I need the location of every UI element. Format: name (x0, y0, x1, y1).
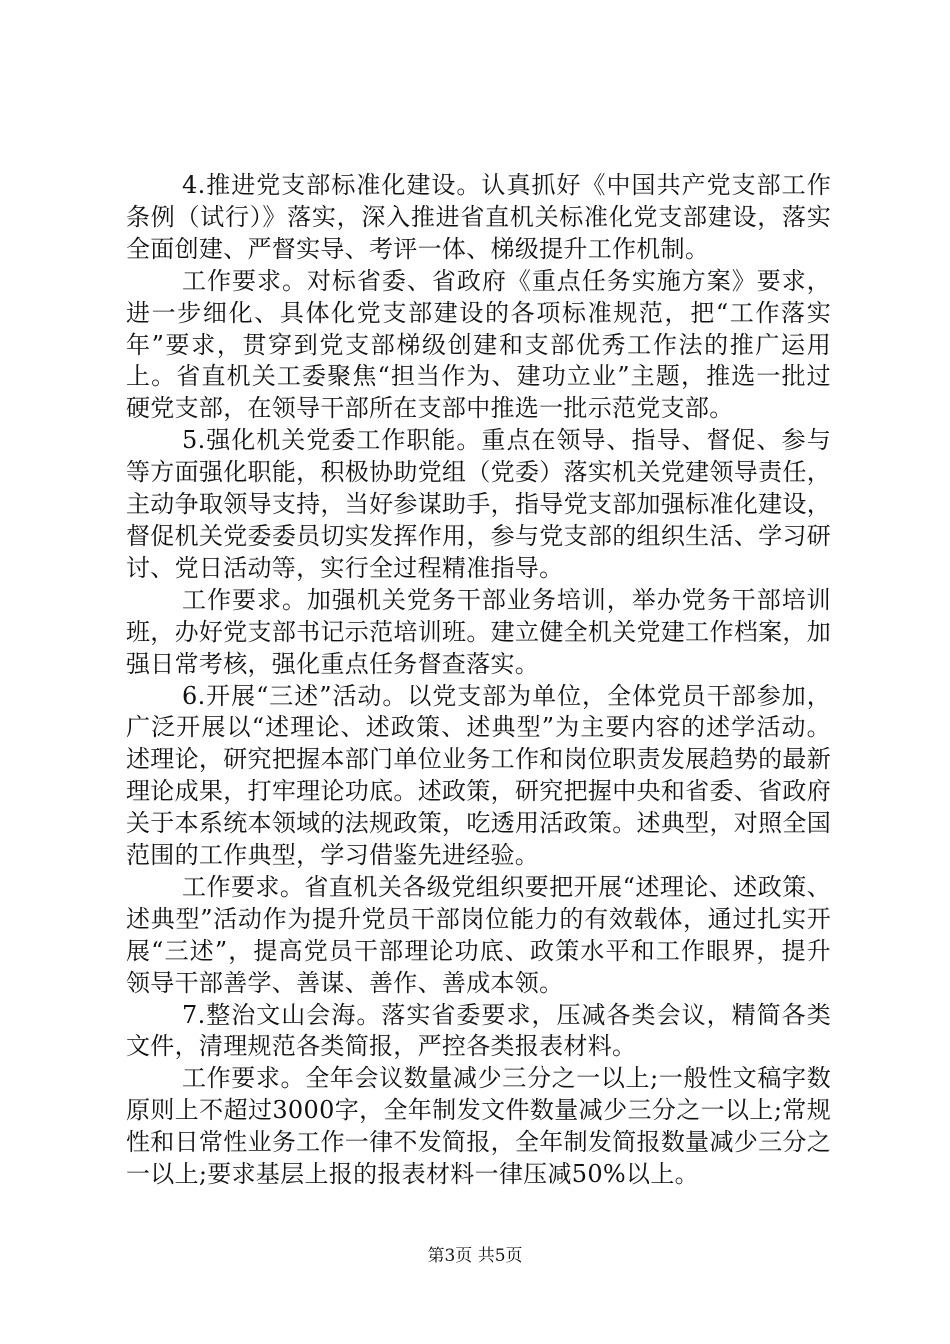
paragraph-requirement-7: 工作要求。全年会议数量减少三分之一以上;一般性文稿字数原则上不超过3000字，全年制发文件数量减少三分之一以上;常规性和日常性业务工作一律不发简报，全年制发简报数量减少三分之一以上;要求基层上报的报表材料一律压减50%以上。 (126, 1064, 831, 1189)
page-number-footer: 第3页 共5页 (427, 1246, 523, 1266)
paragraph-item-5: 5.强化机关党委工作职能。重点在领导、指导、督促、参与等方面强化职能，积极协助党组（党委）落实机关党建领导责任，主动争取领导支持，当好参谋助手，指导党支部加强标准化建设，督促机关党委委员切实发挥作用，参与党支部的组织生活、学习研讨、党日活动等，实行全过程精准指导。 (126, 426, 831, 582)
paragraph-requirement-6: 工作要求。省直机关各级党组织要把开展“述理论、述政策、述典型”活动作为提升党员干部岗位能力的有效载体，通过扎实开展“三述”，提高党员干部理论功底、政策水平和工作眼界，提升领导干部善学、善谋、善作、善成本领。 (126, 872, 831, 997)
paragraph-item-4: 4.推进党支部标准化建设。认真抓好《中国共产党支部工作条例（试行）》落实，深入推进省直机关标准化党支部建设，落实全面创建、严督实导、考评一体、梯级提升工作机制。 (126, 171, 831, 263)
document-body (126, 170, 831, 1191)
paragraph-requirement-4: 工作要求。对标省委、省政府《重点任务实施方案》要求，进一步细化、具体化党支部建设的各项标准规范，把“工作落实年”要求，贯穿到党支部梯级创建和支部优秀工作法的推广运用上。省直机关工委聚焦“担当作为、建功立业”主题，推选一批过硬党支部，在领导干部所在支部中推选一批示范党支部。 (126, 266, 831, 423)
paragraph-item-6: 6.开展“三述”活动。以党支部为单位，全体党员干部参加，广泛开展以“述理论、述政策、述典型”为主要内容的述学活动。述理论，研究把握本部门单位业务工作和岗位职责发展趋势的最新理论成果，打牢理论功底。述政策，研究把握中央和省委、省政府关于本系统本领域的法规政策，吃透用活政策。述典型，对照全国范围的工作典型，学习借鉴先进经验。 (126, 681, 831, 870)
paragraph-requirement-5: 工作要求。加强机关党务干部业务培训，举办党务干部培训班，办好党支部书记示范培训班。建立健全机关党建工作档案，加强日常考核，强化重点任务督查落实。 (126, 585, 831, 678)
paragraph-item-7: 7.整治文山会海。落实省委要求，压减各类会议，精简各类文件，清理规范各类简报，严控各类报表材料。 (126, 1000, 831, 1061)
